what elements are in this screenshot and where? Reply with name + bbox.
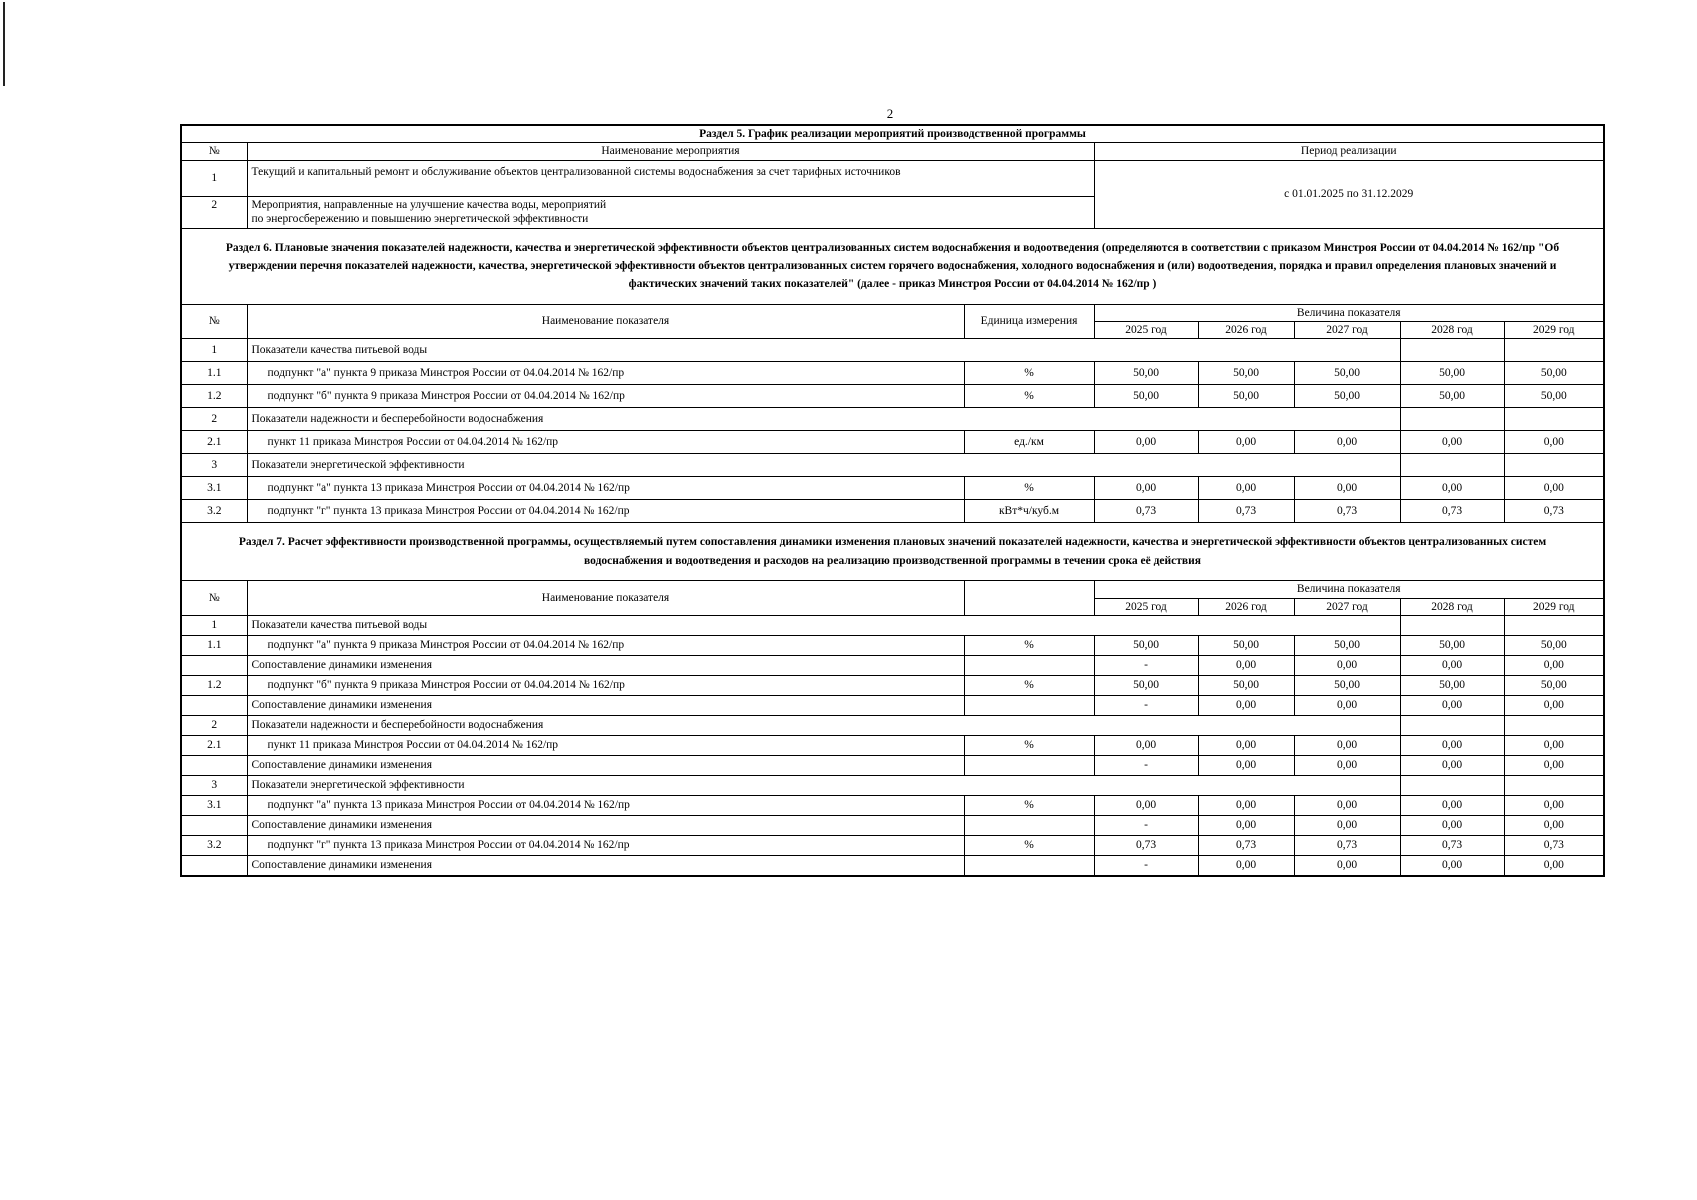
value-cell: 0,73 [1198,500,1294,523]
group-row [181,615,1604,635]
value-cell: 50,00 [1198,362,1294,385]
row-number: 1 [181,339,247,362]
dynamics-value: 0,00 [1400,655,1504,675]
indicator-name: пункт 11 приказа Минстроя России от 04.04.2014 № 162/пр [247,431,964,454]
empty-cell [1504,615,1604,635]
value-cell: 50,00 [1198,675,1294,695]
dynamics-value: 0,00 [1504,655,1604,675]
indicator-name: подпункт "а" пункта 13 приказа Минстроя России от 04.04.2014 № 162/пр [247,795,964,815]
dynamics-label: Сопоставление динамики изменения [247,855,964,876]
dynamics-row [181,695,1604,715]
dynamics-value: 0,00 [1294,815,1400,835]
value-cell: 0,73 [1094,835,1198,855]
dynamics-value: 0,00 [1400,855,1504,876]
row-number: 2 [181,715,247,735]
empty-cell [1400,339,1504,362]
empty-cell [1400,454,1504,477]
section7-col-name: Наименование показателя [247,581,964,616]
row-number: 2.1 [181,431,247,454]
value-cell: 0,00 [1094,795,1198,815]
value-cell: 0,00 [1504,795,1604,815]
dynamics-value: 0,00 [1198,655,1294,675]
value-cell: 0,00 [1504,477,1604,500]
value-cell: 0,73 [1400,835,1504,855]
indicator-row [181,477,1604,500]
section5-col-name: Наименование мероприятия [247,143,1094,160]
value-cell: 50,00 [1400,675,1504,695]
value-cell: 0,00 [1294,795,1400,815]
section6-table [180,304,1605,524]
empty-cell [181,815,247,835]
empty-cell [181,655,247,675]
section5-row-num: 1 [181,160,247,196]
value-cell: 0,73 [1294,835,1400,855]
dynamics-value: 0,00 [1504,855,1604,876]
row-number: 2 [181,408,247,431]
value-cell: 0,00 [1400,477,1504,500]
value-cell: 50,00 [1094,675,1198,695]
value-cell: 0,73 [1504,500,1604,523]
row-number: 3.1 [181,795,247,815]
value-cell: 50,00 [1294,635,1400,655]
dynamics-value: 0,00 [1400,695,1504,715]
row-number: 1 [181,615,247,635]
year-header: 2026 год [1198,322,1294,339]
value-cell: 50,00 [1400,635,1504,655]
dynamics-value: 0,00 [1198,815,1294,835]
group-name: Показатели качества питьевой воды [247,339,1400,362]
value-cell: 0,00 [1294,431,1400,454]
indicator-name: подпункт "б" пункта 9 приказа Минстроя России от 04.04.2014 № 162/пр [247,675,964,695]
value-cell: 50,00 [1294,385,1400,408]
indicator-row [181,735,1604,755]
value-cell: 0,73 [1400,500,1504,523]
dynamics-value: 0,00 [1198,855,1294,876]
dynamics-value: 0,00 [1198,755,1294,775]
value-cell: 0,00 [1094,477,1198,500]
value-cell: 50,00 [1198,385,1294,408]
section5-period: с 01.01.2025 по 31.12.2029 [1094,160,1604,228]
section6-col-unit: Единица измерения [964,304,1094,339]
dynamics-label: Сопоставление динамики изменения [247,755,964,775]
dynamics-value: - [1094,655,1198,675]
unit-cell: % [964,735,1094,755]
indicator-name: подпункт "а" пункта 13 приказа Минстроя России от 04.04.2014 № 162/пр [247,477,964,500]
empty-cell [181,755,247,775]
year-header: 2025 год [1094,598,1198,615]
empty-cell [964,755,1094,775]
group-name: Показатели энергетической эффективности [247,775,1400,795]
dynamics-row [181,855,1604,876]
section6-title: Раздел 6. Плановые значения показателей надежности, качества и энергетической эффективности объектов централизованных систем водоснабжения и водоотведения (определяются в соответствии с приказом Минстроя России от 04.04.2014 № 162/пр "Об утверждении перечня показателей надежности, качества, энергетической эффективности объектов централизованных систем горячего водоснабжения, холодного водоснабжения и (или) водоотведения, порядка и правил определения плановых значений и фактических значений таких показателей" (далее - приказ Минстроя России от 04.04.2014 № 162/пр ) [180,229,1605,304]
indicator-name: пункт 11 приказа Минстроя России от 04.04.2014 № 162/пр [247,735,964,755]
group-name: Показатели качества питьевой воды [247,615,1400,635]
value-cell: 0,73 [1198,835,1294,855]
unit-cell: % [964,385,1094,408]
row-number: 3.1 [181,477,247,500]
dynamics-value: 0,00 [1198,695,1294,715]
unit-cell: % [964,795,1094,815]
empty-cell [1504,454,1604,477]
section6-col-num: № [181,304,247,339]
group-row [181,339,1604,362]
section5-table [180,124,1605,229]
value-cell: 0,00 [1400,795,1504,815]
indicator-row [181,385,1604,408]
dynamics-value: 0,00 [1294,655,1400,675]
value-cell: 0,00 [1504,735,1604,755]
unit-cell: % [964,635,1094,655]
value-cell: 50,00 [1400,362,1504,385]
group-row [181,454,1604,477]
dynamics-value: - [1094,815,1198,835]
empty-cell [1400,715,1504,735]
section7-col-value: Величина показателя [1094,581,1604,598]
empty-cell [181,695,247,715]
unit-cell: ед./км [964,431,1094,454]
value-cell: 50,00 [1504,675,1604,695]
empty-cell [1504,408,1604,431]
value-cell: 50,00 [1294,675,1400,695]
indicator-row [181,431,1604,454]
dynamics-row [181,655,1604,675]
dynamics-label: Сопоставление динамики изменения [247,815,964,835]
year-header: 2028 год [1400,598,1504,615]
group-row [181,715,1604,735]
scan-edge-mark [3,2,5,86]
row-number: 1.2 [181,675,247,695]
section6-col-value: Величина показателя [1094,304,1604,321]
year-header: 2025 год [1094,322,1198,339]
value-cell: 50,00 [1504,385,1604,408]
section6-col-name: Наименование показателя [247,304,964,339]
section5-col-num: № [181,143,247,160]
value-cell: 0,00 [1400,431,1504,454]
year-header: 2026 год [1198,598,1294,615]
value-cell: 50,00 [1094,385,1198,408]
value-cell: 50,00 [1504,362,1604,385]
group-name: Показатели надежности и бесперебойности водоснабжения [247,715,1400,735]
group-row [181,408,1604,431]
page-number: 2 [886,106,894,121]
year-header: 2029 год [1504,598,1604,615]
empty-cell [1400,615,1504,635]
section7-col-num: № [181,581,247,616]
dynamics-value: 0,00 [1400,755,1504,775]
dynamics-value: 0,00 [1400,815,1504,835]
section7-table [180,580,1605,877]
indicator-name: подпункт "г" пункта 13 приказа Минстроя России от 04.04.2014 № 162/пр [247,500,964,523]
indicator-row [181,362,1604,385]
value-cell: 50,00 [1400,385,1504,408]
empty-cell [181,855,247,876]
value-cell: 0,73 [1094,500,1198,523]
empty-cell [1504,775,1604,795]
value-cell: 50,00 [1094,362,1198,385]
unit-cell: кВт*ч/куб.м [964,500,1094,523]
dynamics-label: Сопоставление динамики изменения [247,695,964,715]
dynamics-value: - [1094,755,1198,775]
unit-cell: % [964,835,1094,855]
indicator-row [181,635,1604,655]
empty-cell [1504,715,1604,735]
dynamics-row [181,815,1604,835]
row-number: 3.2 [181,500,247,523]
value-cell: 0,00 [1198,477,1294,500]
empty-cell [1400,775,1504,795]
year-header: 2029 год [1504,322,1604,339]
value-cell: 50,00 [1504,635,1604,655]
value-cell: 50,00 [1198,635,1294,655]
value-cell: 0,00 [1198,795,1294,815]
dynamics-label: Сопоставление динамики изменения [247,655,964,675]
value-cell: 50,00 [1094,635,1198,655]
value-cell: 0,00 [1504,431,1604,454]
row-number: 3.2 [181,835,247,855]
indicator-name: подпункт "а" пункта 9 приказа Минстроя России от 04.04.2014 № 162/пр [247,635,964,655]
year-header: 2027 год [1294,322,1400,339]
dynamics-value: 0,00 [1294,695,1400,715]
value-cell: 0,00 [1094,735,1198,755]
value-cell: 0,00 [1198,431,1294,454]
indicator-row [181,675,1604,695]
section7-title: Раздел 7. Расчет эффективности производственной программы, осуществляемый путем сопоставления динамики изменения плановых значений показателей надежности, качества и энергетической эффективности объектов централизованных систем водоснабжения и водоотведения и расходов на реализацию производственной программы в течении срока её действия [180,523,1605,580]
row-number: 3 [181,775,247,795]
value-cell: 0,00 [1198,735,1294,755]
empty-cell [964,855,1094,876]
group-name: Показатели надежности и бесперебойности водоснабжения [247,408,1400,431]
empty-cell [964,815,1094,835]
unit-cell: % [964,477,1094,500]
section7-col-unit [964,581,1094,616]
row-number: 1.1 [181,635,247,655]
dynamics-row [181,755,1604,775]
section5-col-period: Период реализации [1094,143,1604,160]
empty-cell [1504,339,1604,362]
value-cell: 0,73 [1504,835,1604,855]
dynamics-value: - [1094,695,1198,715]
year-header: 2028 год [1400,322,1504,339]
indicator-row [181,500,1604,523]
dynamics-value: 0,00 [1504,755,1604,775]
row-number: 3 [181,454,247,477]
value-cell: 0,00 [1294,477,1400,500]
indicator-row [181,795,1604,815]
value-cell: 0,00 [1094,431,1198,454]
indicator-name: подпункт "а" пункта 9 приказа Минстроя России от 04.04.2014 № 162/пр [247,362,964,385]
section5-row-text: Текущий и капитальный ремонт и обслуживание объектов централизованной системы водоснабжения за счет тарифных источников [247,160,1094,196]
value-cell: 0,73 [1294,500,1400,523]
empty-cell [964,695,1094,715]
section5-title: Раздел 5. График реализации мероприятий производственной программы [181,125,1604,143]
empty-cell [1400,408,1504,431]
dynamics-value: 0,00 [1294,855,1400,876]
year-header: 2027 год [1294,598,1400,615]
row-number: 1.2 [181,385,247,408]
dynamics-value: 0,00 [1504,695,1604,715]
group-row [181,775,1604,795]
indicator-row [181,835,1604,855]
unit-cell: % [964,362,1094,385]
dynamics-value: 0,00 [1294,755,1400,775]
row-number: 2.1 [181,735,247,755]
document-sheet [180,124,1605,877]
empty-cell [964,655,1094,675]
value-cell: 0,00 [1400,735,1504,755]
value-cell: 0,00 [1294,735,1400,755]
section5-row-text: Мероприятия, направленные на улучшение качества воды, мероприятий по энергосбережению и повышению энергетической эффективности [247,196,1094,228]
section5-row-num: 2 [181,196,247,228]
indicator-name: подпункт "б" пункта 9 приказа Минстроя России от 04.04.2014 № 162/пр [247,385,964,408]
dynamics-value: 0,00 [1504,815,1604,835]
unit-cell: % [964,675,1094,695]
group-name: Показатели энергетической эффективности [247,454,1400,477]
value-cell: 50,00 [1294,362,1400,385]
dynamics-value: - [1094,855,1198,876]
indicator-name: подпункт "г" пункта 13 приказа Минстроя России от 04.04.2014 № 162/пр [247,835,964,855]
row-number: 1.1 [181,362,247,385]
